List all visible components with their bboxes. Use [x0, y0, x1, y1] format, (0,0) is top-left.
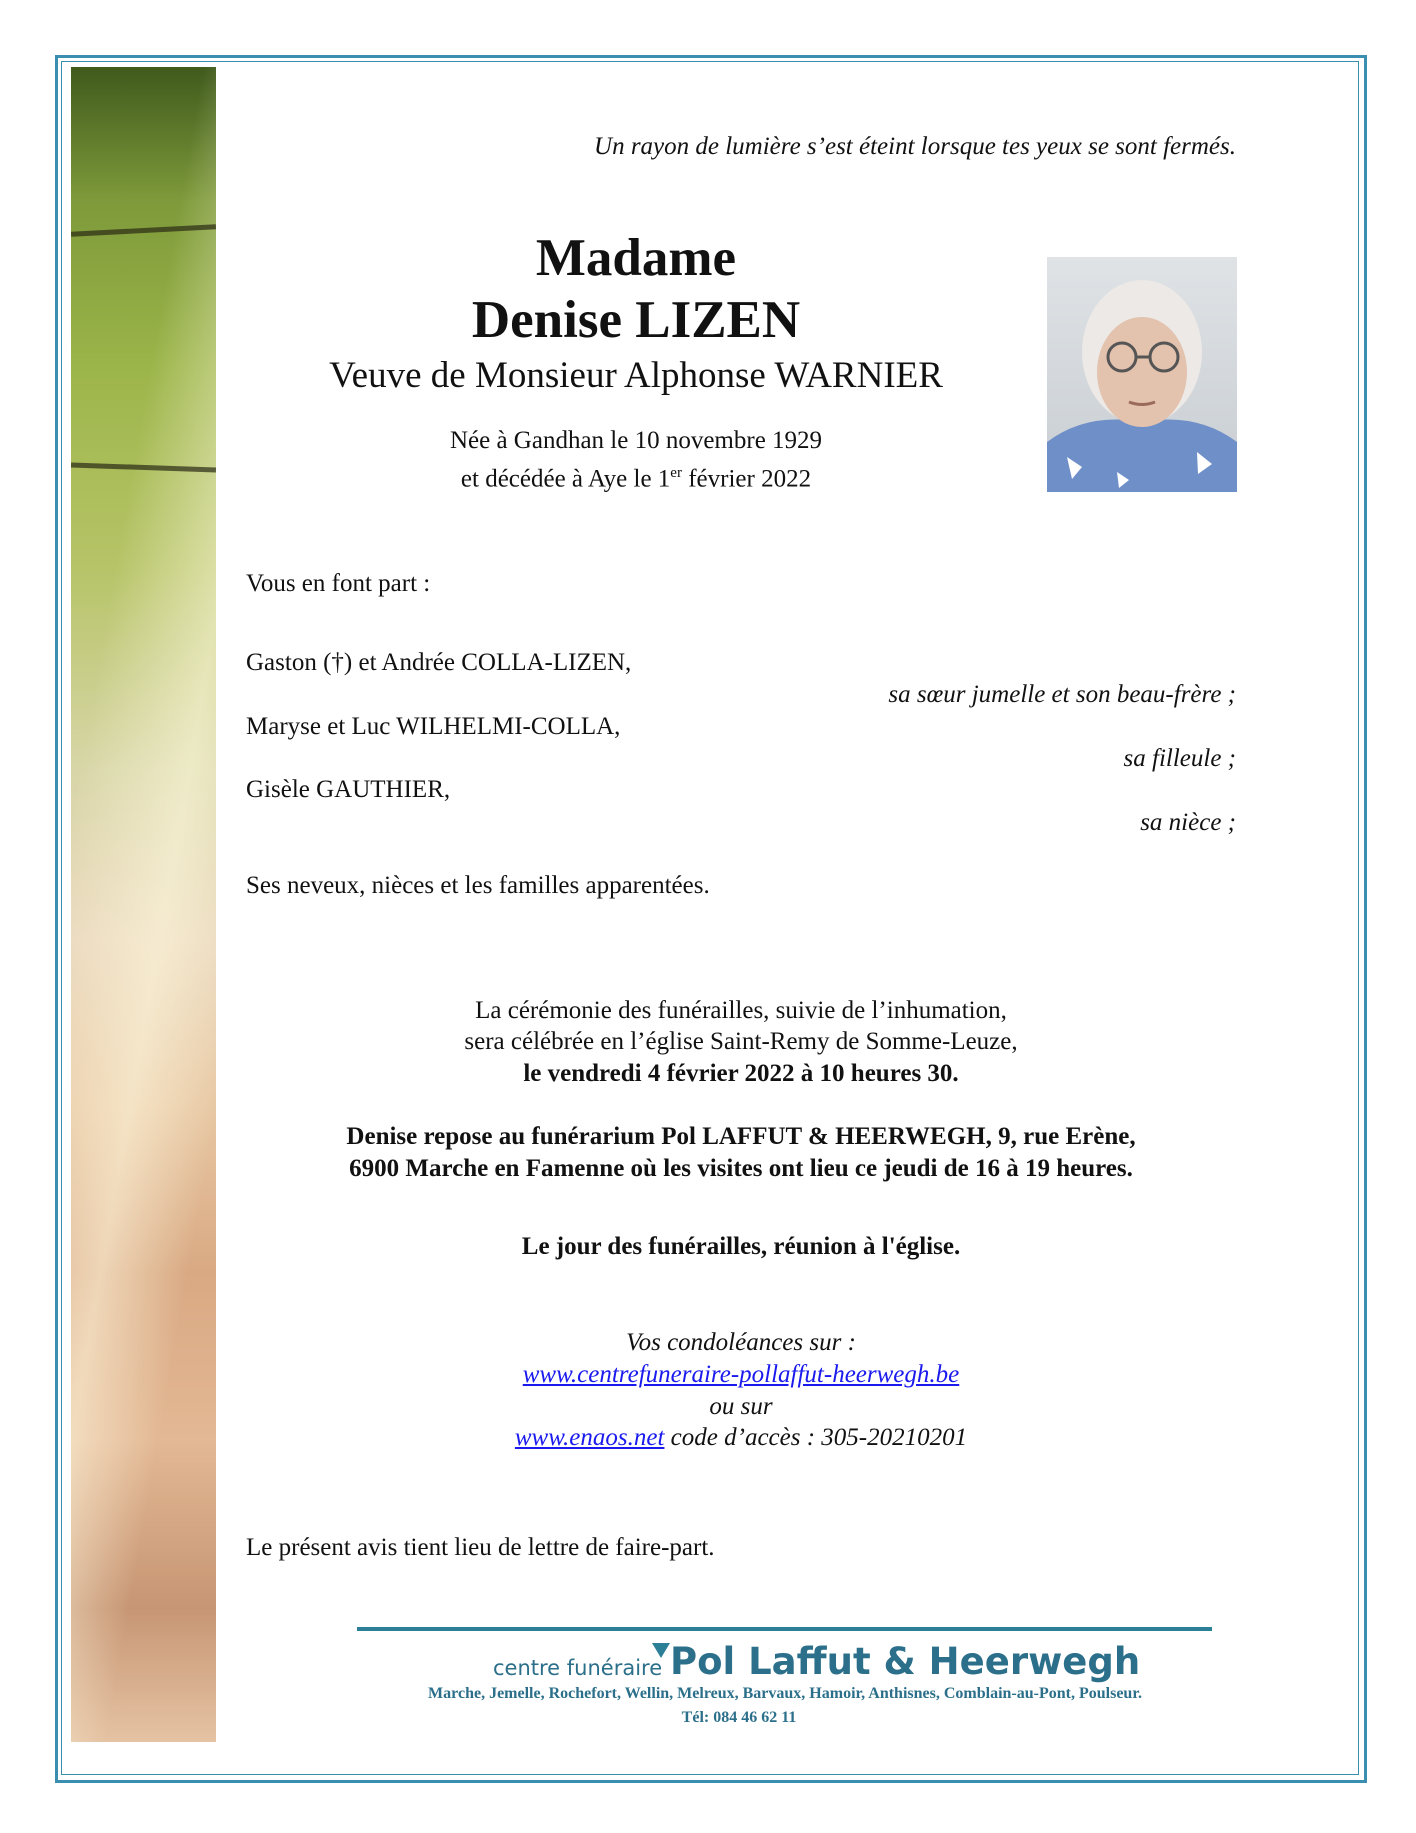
family-names: Gisèle GAUTHIER, — [246, 776, 451, 803]
family-names: Maryse et Luc WILHELMI-COLLA, — [246, 713, 621, 740]
access-code: code d’accès : 305-20210201 — [664, 1424, 968, 1451]
deceased-name: Denise LIZEN — [471, 291, 801, 349]
footer-cities: Marche, Jemelle, Rochefort, Wellin, Melreux, Barvaux, Hamoir, Anthisnes, Comblain-au-Pont, Poulseur. — [428, 1685, 1142, 1702]
visit-line: 6900 Marche en Famenne où les visites ont lieu ce jeudi de 16 à 19 heures. — [349, 1155, 1133, 1182]
ceremony-date: le vendredi 4 février 2022 à 10 heures 30. — [523, 1060, 959, 1087]
condolences-link-1[interactable]: www.centrefuneraire-pollaffut-heerwegh.be — [522, 1361, 960, 1388]
portrait-icon — [1047, 257, 1237, 492]
family-relation: sa nièce ; — [1140, 809, 1236, 836]
footer-phone: Tél: 084 46 62 11 — [681, 1709, 797, 1726]
portrait-photo — [1047, 257, 1237, 492]
others: Ses neveux, nièces et les familles apparentées. — [246, 872, 710, 899]
death-suffix: février 2022 — [681, 465, 812, 493]
spouse: Veuve de Monsieur Alphonse WARNIER — [329, 355, 943, 396]
visit-line: Denise repose au funérarium Pol LAFFUT & HEERWEGH, 9, rue Erène, — [346, 1123, 1136, 1150]
birth-info: Née à Gandhan le 10 novembre 1929 — [449, 427, 823, 454]
condolences-label: Vos condoléances sur : — [626, 1329, 856, 1356]
family-relation: sa filleule ; — [1123, 745, 1236, 772]
title: Madame — [535, 229, 737, 287]
family-names: Gaston (†) et Andrée COLLA-LIZEN, — [246, 649, 632, 676]
announce: Vous en font part : — [246, 570, 431, 597]
meeting: Le jour des funérailles, réunion à l'église. — [521, 1233, 961, 1260]
quote: Un rayon de lumière s’est éteint lorsque tes yeux se sont fermés. — [594, 133, 1236, 160]
death-info — [461, 458, 811, 494]
ceremony-line: La cérémonie des funérailles, suivie de l’inhumation, — [475, 997, 1007, 1024]
condolences-link-2[interactable]: www.enaos.net — [514, 1424, 665, 1451]
forest-path-image — [71, 67, 216, 1742]
footer-brand: Pol Laffut & Heerwegh — [670, 1640, 1141, 1683]
death-sup: er — [670, 465, 682, 481]
footer-prefix: centre funéraire — [493, 1656, 663, 1680]
footer-divider — [357, 1627, 1212, 1631]
family-relation: sa sœur jumelle et son beau-frère ; — [888, 681, 1236, 708]
condolences-line-2 — [515, 1423, 967, 1453]
death-prefix: et décédée à Aye le 1 — [460, 465, 671, 493]
ceremony-line: sera célébrée en l’église Saint-Remy de Somme-Leuze, — [464, 1028, 1018, 1055]
closing: Le présent avis tient lieu de lettre de faire-part. — [246, 1534, 715, 1561]
condolences-or: ou sur — [709, 1393, 773, 1420]
